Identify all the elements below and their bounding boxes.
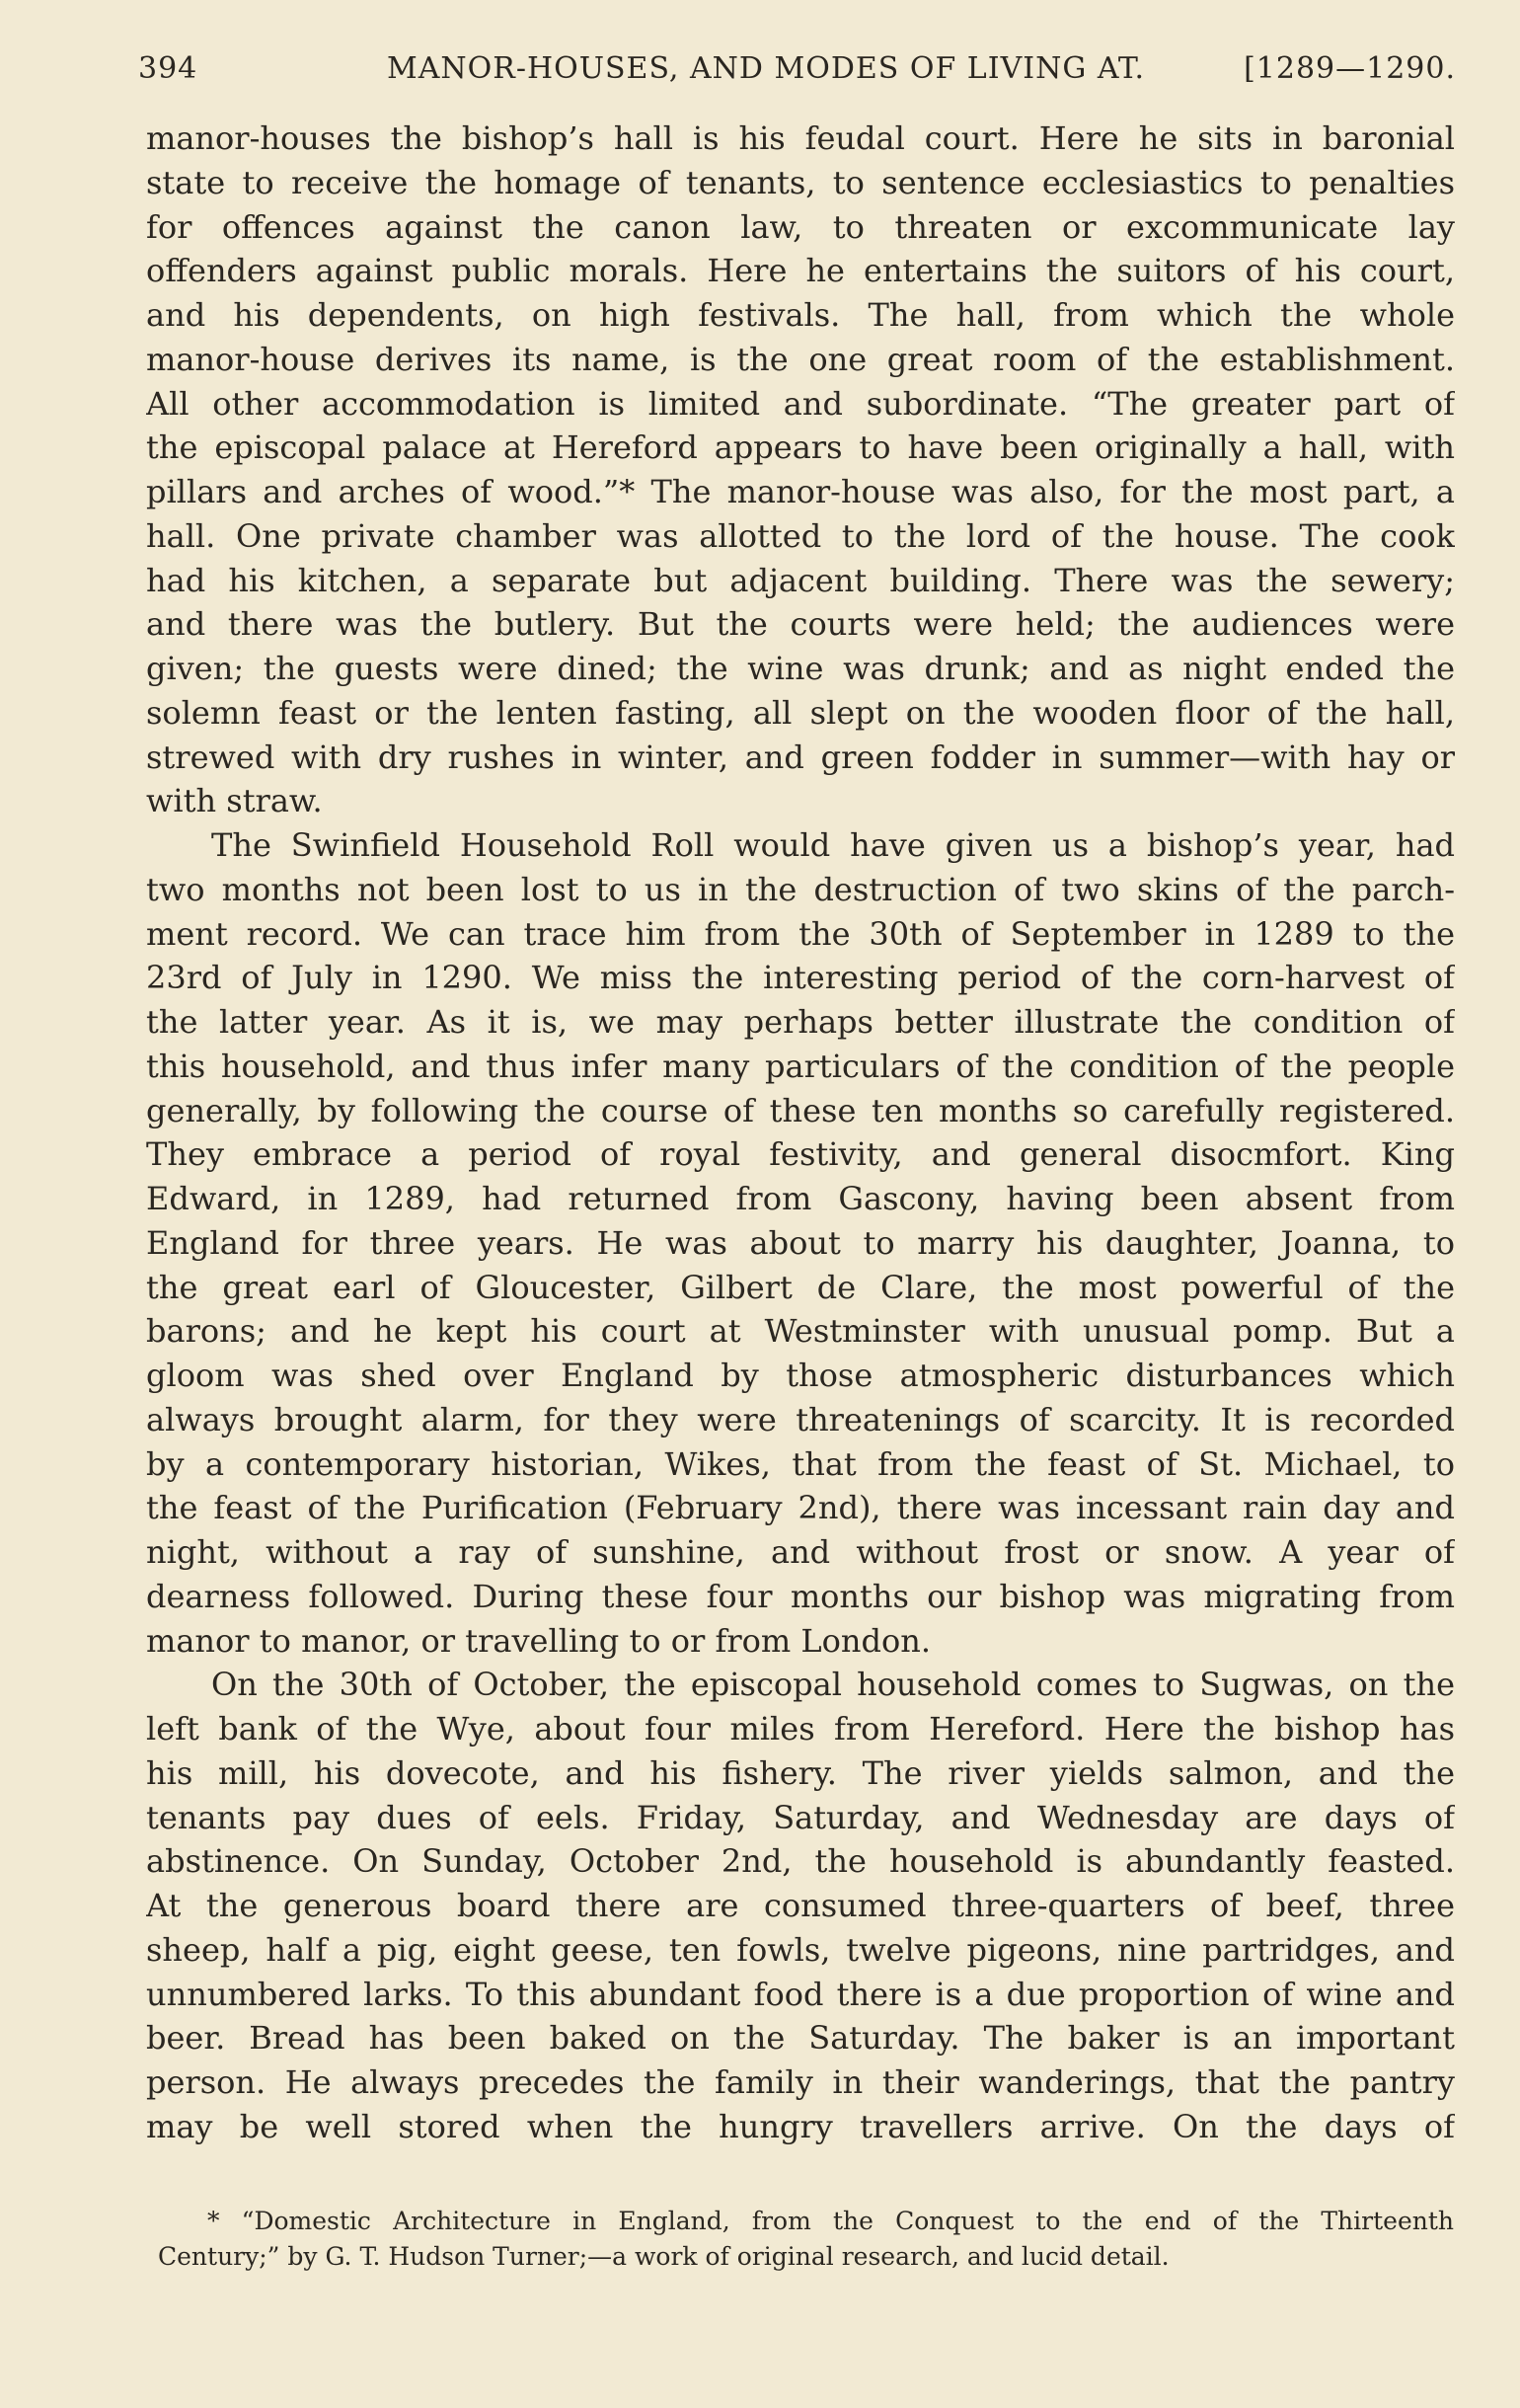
footnote-line: * “Domestic Architecture in England, from the Conquest to the end of the Thirteenth bbox=[207, 2207, 1454, 2235]
text-line: his mill, his dovecote, and his fishery. The river yields salmon, and the bbox=[146, 1753, 1455, 1792]
text-line: given; the guests were dined; the wine was drunk; and as night ended the bbox=[146, 650, 1455, 687]
text-line: the episcopal palace at Hereford appears to have been originally a hall, with bbox=[146, 428, 1455, 467]
text-line: the feast of the Purification (February 2nd), there was incessant rain day and bbox=[146, 1489, 1455, 1527]
text-line: sheep, half a pig, eight geese, ten fowls, twelve pigeons, nine partridges, and bbox=[146, 1930, 1455, 1969]
text-line: The Swinfield Household Roll would have given us a bishop’s year, had bbox=[211, 826, 1455, 864]
text-line: pillars and arches of wood.”* The manor-house was also, for the most part, a bbox=[146, 473, 1455, 510]
text-line: by a contemporary historian, Wikes, that from the feast of St. Michael, to bbox=[146, 1444, 1455, 1483]
text-line: gloom was shed over England by those atmospheric disturbances which bbox=[146, 1357, 1455, 1394]
text-line: At the generous board there are consumed three-quarters of beef, three bbox=[146, 1887, 1455, 1924]
text-line: Edward, in 1289, had returned from Gascony, having been absent from bbox=[146, 1180, 1455, 1217]
text-line: They embrace a period of royal festivity, and general disocmfort. King bbox=[146, 1135, 1455, 1174]
text-line: unnumbered larks. To this abundant food there is a due proportion of wine and bbox=[146, 1975, 1455, 2013]
text-line: manor-house derives its name, is the one great room of the establishment. bbox=[146, 340, 1455, 378]
text-line: All other accommodation is limited and subordinate. “The greater part of bbox=[146, 384, 1455, 423]
text-line: abstinence. On Sunday, October 2nd, the household is abundantly feasted. bbox=[146, 1842, 1455, 1881]
text-line: offenders against public morals. Here he entertains the suitors of his court, bbox=[146, 252, 1455, 290]
text-line: manor-houses the bishop’s hall is his feudal court. Here he sits in baronial bbox=[146, 119, 1455, 157]
paragraph bbox=[146, 117, 1455, 823]
text-line: and his dependents, on high festivals. The hall, from which the whole bbox=[146, 296, 1455, 334]
text-line: dearness followed. During these four months our bishop was migrating from bbox=[146, 1577, 1455, 1615]
text-line: night, without a ray of sunshine, and without frost or snow. A year of bbox=[146, 1533, 1455, 1571]
text-line: barons; and he kept his court at Westminster with unusual pomp. But a bbox=[146, 1312, 1455, 1351]
footnote-line: Century;” by G. T. Hudson Turner;—a work of original research, and lucid detail. bbox=[158, 2242, 1170, 2271]
running-head bbox=[138, 51, 1456, 101]
page-number: 394 bbox=[138, 51, 198, 86]
text-line: left bank of the Wye, about four miles from Hereford. Here the bishop has bbox=[146, 1710, 1455, 1748]
paragraph bbox=[146, 823, 1455, 1663]
running-title: MANOR-HOUSES, AND MODES OF LIVING AT. bbox=[387, 51, 1146, 86]
text-line: solemn feast or the lenten fasting, all slept on the wooden floor of the hall, bbox=[146, 693, 1455, 732]
text-line: tenants pay dues of eels. Friday, Saturday, and Wednesday are days of bbox=[146, 1798, 1455, 1836]
footnote bbox=[158, 2204, 1454, 2275]
text-line: strewed with dry rushes in winter, and green fodder in summer—with hay or bbox=[146, 738, 1455, 776]
text-line: ment record. We can trace him from the 30th of September in 1289 to the bbox=[146, 914, 1455, 953]
text-line: this household, and thus infer many particulars of the condition of the people bbox=[146, 1047, 1455, 1085]
text-line: hall. One private chamber was allotted to the lord of the house. The cook bbox=[146, 516, 1455, 555]
text-line: 23rd of July in 1290. We miss the interesting period of the corn-harvest of bbox=[146, 959, 1455, 997]
paragraph bbox=[146, 1663, 1455, 2148]
text-line: and there was the butlery. But the courts were held; the audiences were bbox=[146, 605, 1455, 644]
body-text bbox=[146, 117, 1455, 2149]
text-line: beer. Bread has been baked on the Saturday. The baker is an important bbox=[146, 2019, 1455, 2058]
text-line: may be well stored when the hungry travellers arrive. On the days of bbox=[146, 2107, 1455, 2145]
text-line: manor to manor, or travelling to or from London. bbox=[146, 1621, 932, 1660]
text-line: On the 30th of October, the episcopal household comes to Sugwas, on the bbox=[211, 1666, 1455, 1704]
text-line: for offences against the canon law, to threaten or excommunicate lay bbox=[146, 207, 1455, 246]
running-date-range: [1289—1290. bbox=[1244, 51, 1456, 86]
text-line: two months not been lost to us in the destruction of two skins of the parch- bbox=[146, 870, 1455, 908]
text-line: generally, by following the course of these ten months so carefully registered. bbox=[146, 1091, 1455, 1129]
text-line: state to receive the homage of tenants, to sentence ecclesiastics to penalties bbox=[146, 163, 1455, 201]
text-line: with straw. bbox=[146, 782, 323, 820]
text-line: the latter year. As it is, we may perhaps better illustrate the condition of bbox=[146, 1003, 1455, 1041]
text-line: England for three years. He was about to marry his daughter, Joanna, to bbox=[146, 1223, 1455, 1262]
text-line: the great earl of Gloucester, Gilbert de Clare, the most powerful of the bbox=[146, 1268, 1455, 1306]
text-line: person. He always precedes the family in their wanderings, that the pantry bbox=[146, 2063, 1455, 2101]
text-line: always brought alarm, for they were threatenings of scarcity. It is recorded bbox=[146, 1400, 1455, 1438]
text-line: had his kitchen, a separate but adjacent building. There was the sewery; bbox=[146, 561, 1455, 599]
